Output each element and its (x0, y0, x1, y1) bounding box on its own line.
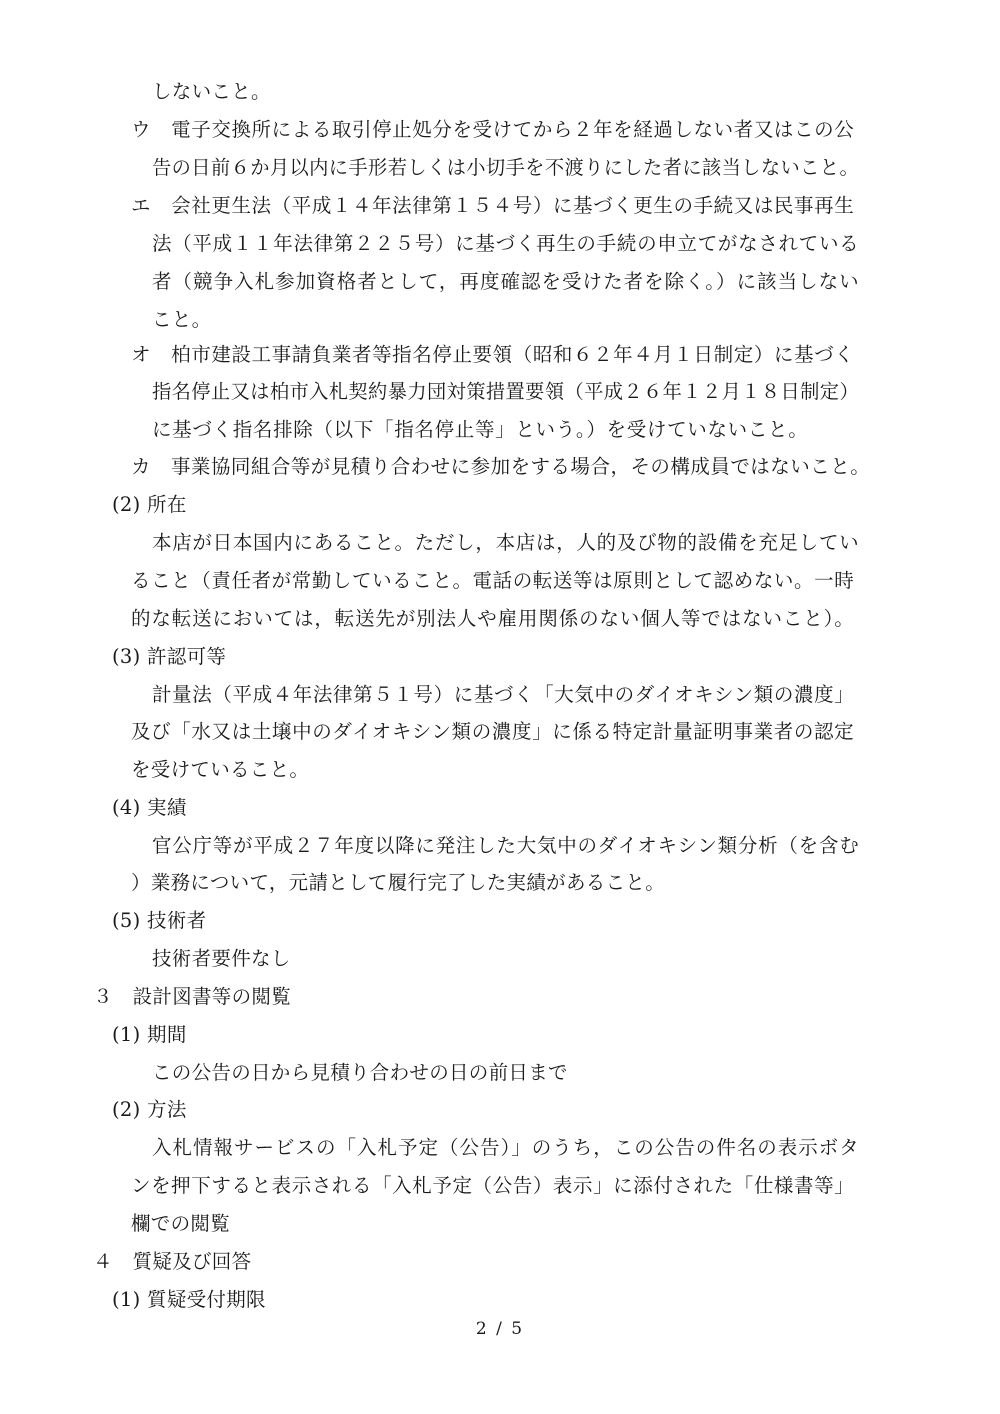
text-line: こと。 (152, 308, 212, 331)
text-line: 計量法（平成４年法律第５１号）に基づく「大気中のダイオキシン類の濃度」 (152, 683, 854, 706)
text-line: (5) 技術者 (112, 909, 207, 932)
text-line: (3) 許認可等 (112, 645, 227, 668)
text-line: しないこと。 (152, 80, 271, 103)
text-line: 技術者要件なし (152, 947, 291, 970)
text-line: 指名停止又は柏市入札契約暴力団対策措置要領（平成２６年１２月１８日制定） (152, 380, 859, 403)
text-line: ウ 電子交換所による取引停止処分を受けてから２年を経過しない者又はこの公 (131, 118, 854, 141)
page-number: 2 / 5 (475, 1319, 525, 1339)
text-line: 本店が日本国内にあること。ただし，本店は，人的及び物的設備を充足してい (152, 531, 859, 554)
text-line: (4) 実績 (112, 796, 187, 819)
text-line: カ 事業協同組合等が見積り合わせに参加をする場合，その構成員ではないこと。 (131, 455, 870, 478)
text-line: を受けていること。 (131, 758, 310, 781)
text-line: ること（責任者が常勤していること。電話の転送等は原則として認めない。一時 (131, 569, 854, 592)
text-line: 法（平成１１年法律第２２５号）に基づく再生の手続の申立てがなされている (152, 232, 859, 255)
text-line: 欄での閲覧 (131, 1212, 231, 1235)
text-line: 官公庁等が平成２７年度以降に発注した大気中のダイオキシン類分析（を含む (152, 834, 859, 857)
text-line: この公告の日から見積り合わせの日の前日まで (152, 1061, 568, 1084)
text-line: (2) 所在 (112, 493, 187, 516)
text-line: (2) 方法 (112, 1098, 187, 1121)
text-line: (1) 期間 (112, 1023, 187, 1046)
text-line: エ 会社更生法（平成１４年法律第１５４号）に基づく更生の手続又は民事再生 (131, 194, 854, 217)
text-line: 者（競争入札参加資格者として，再度確認を受けた者を除く。）に該当しない (152, 270, 859, 293)
text-line: ）業務について，元請として履行完了した実績があること。 (131, 871, 665, 894)
text-line: オ 柏市建設工事請負業者等指名停止要領（昭和６２年４月１日制定）に基づく (131, 343, 854, 366)
text-line: 入札情報サービスの「入札予定（公告）」のうち，この公告の件名の表示ボタ (152, 1136, 859, 1159)
text-line: 及び「水又は土壌中のダイオキシン類の濃度」に係る特定計量証明事業者の認定 (131, 720, 854, 743)
text-line: (1) 質疑受付期限 (112, 1288, 266, 1311)
text-line: ４ 質疑及び回答 (93, 1250, 252, 1273)
text-line: 的な転送においては，転送先が別法人や雇用関係のない個人等ではないこと）。 (131, 607, 854, 630)
text-line: に基づく指名排除（以下「指名停止等」という。）を受けていないこと。 (152, 418, 808, 441)
text-line: ンを押下すると表示される「入札予定（公告）表示」に添付された「仕様書等」 (131, 1174, 854, 1197)
text-line: 告の日前６か月以内に手形若しくは小切手を不渡りにした者に該当しないこと。 (152, 156, 859, 179)
text-line: ３ 設計図書等の閲覧 (93, 985, 292, 1008)
